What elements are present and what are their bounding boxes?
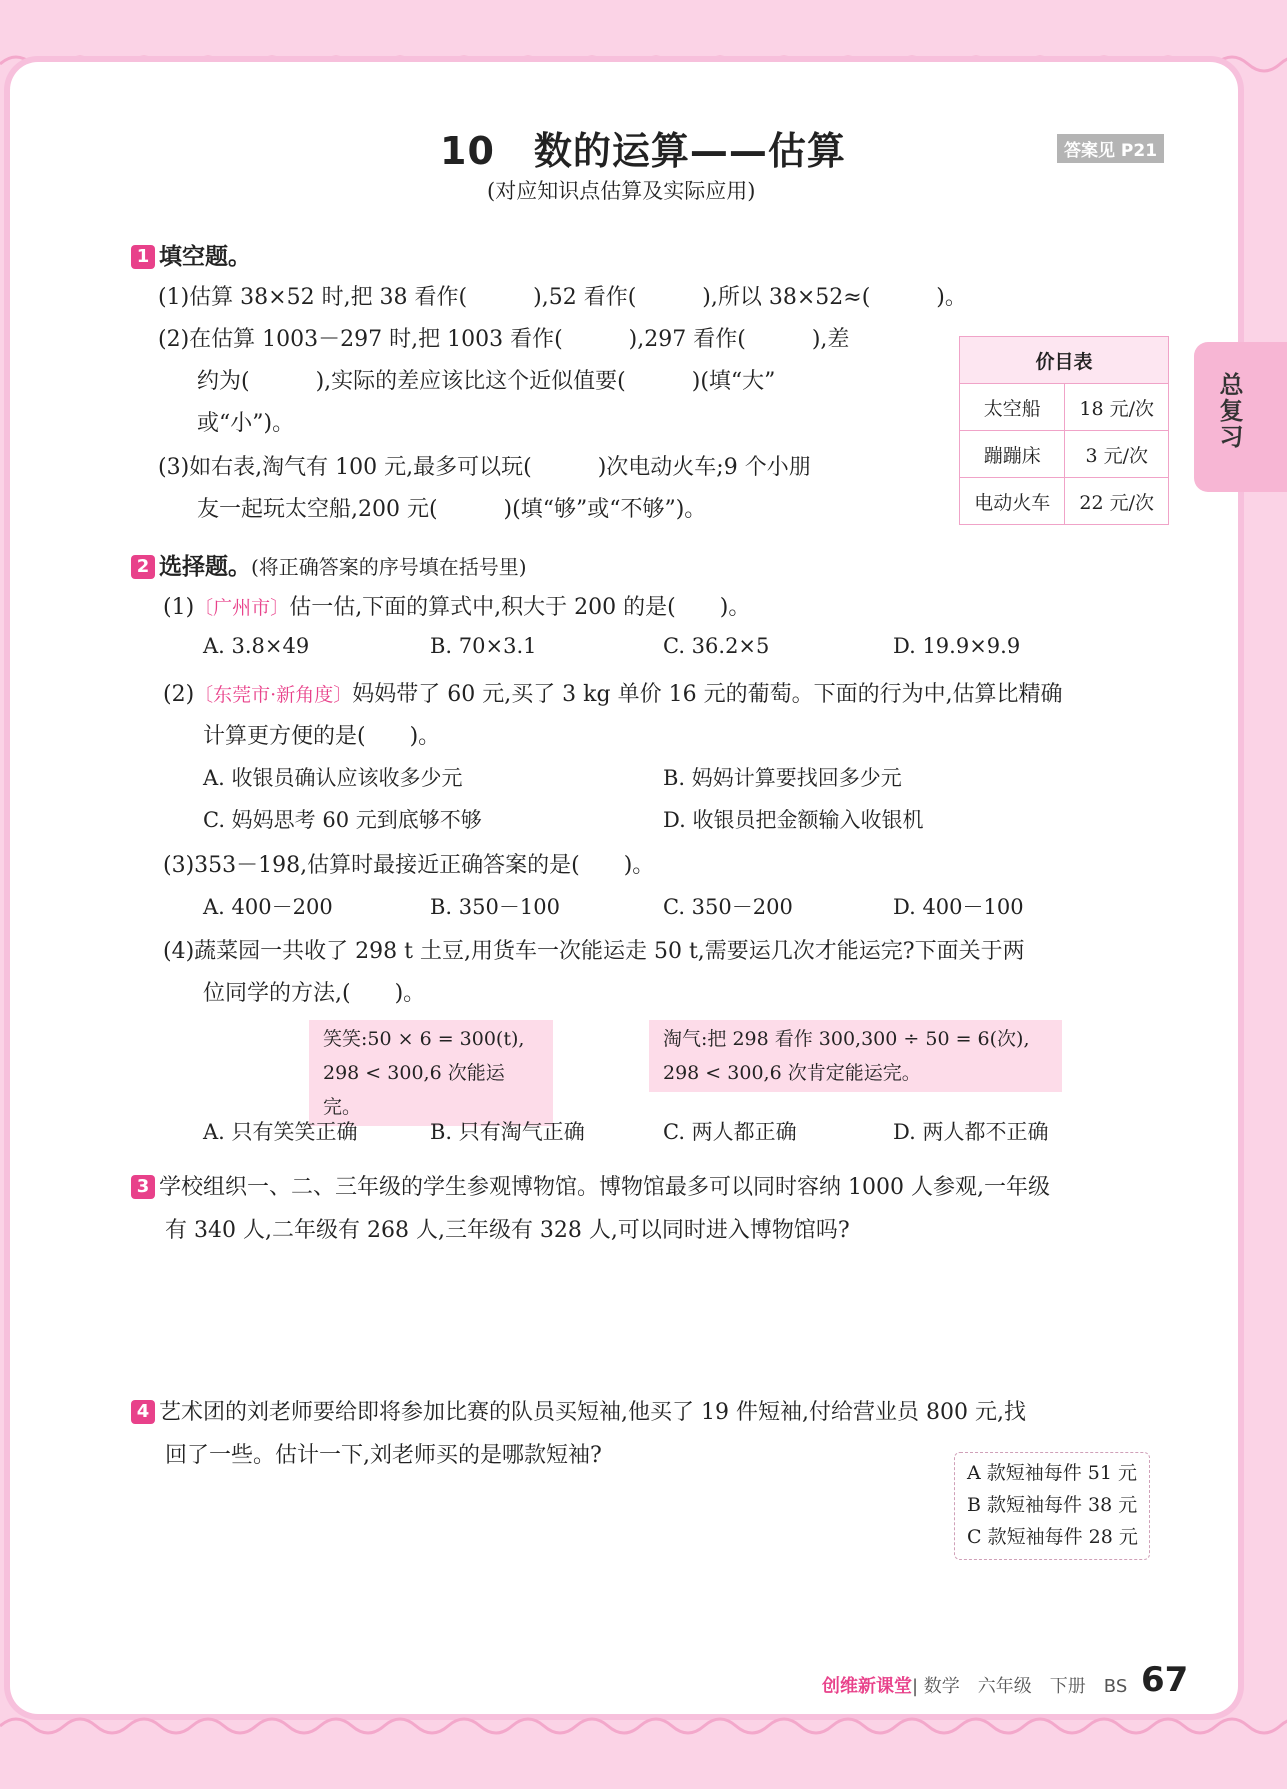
q1-line-4: 或“小”)。 (197, 411, 295, 436)
q2-p4-option-c[interactable]: C. 两人都正确 (663, 1120, 797, 1144)
price-table-title: 价目表 (960, 337, 1169, 384)
q1-line-3: 约为( ),实际的差应该比这个近似值要( )(填“大” (197, 369, 776, 394)
price-value: 3 元/次 (1065, 431, 1169, 478)
q2-p1-option-d[interactable]: D. 19.9×9.9 (893, 634, 1021, 658)
taoqi-line-1: 淘气:把 298 看作 300,300 ÷ 50 = 6(次), (663, 1028, 1030, 1050)
q2-p2-option-b[interactable]: B. 妈妈计算要找回多少元 (663, 766, 902, 790)
q2-number-badge: 2 (131, 555, 155, 579)
price-item: 太空船 (960, 384, 1065, 431)
q4-number-badge: 4 (131, 1400, 155, 1424)
q2-p1-text: 估一估,下面的算式中,积大于 200 的是( )。 (289, 595, 751, 620)
q2-p4-text: (4)蔬菜园一共收了 298 t 土豆,用货车一次能运走 50 t,需要运几次才能运完?下面关于两 (163, 939, 1025, 964)
taoqi-line-2: 298 < 300,6 次肯定能运完。 (663, 1062, 921, 1084)
q2-p4-option-d[interactable]: D. 两人都不正确 (893, 1120, 1049, 1144)
q2-p2-text: 妈妈带了 60 元,买了 3 kg 单价 16 元的葡萄。下面的行为中,估算比精确 (352, 682, 1063, 707)
q2-p2-text-2: 计算更方便的是( )。 (203, 724, 441, 749)
price-value: 18 元/次 (1065, 384, 1169, 431)
shirt-price-box (954, 1452, 1150, 1560)
q2-p1-option-c[interactable]: C. 36.2×5 (663, 634, 770, 658)
price-table (959, 336, 1169, 525)
q2-p3-option-a[interactable]: A. 400－200 (203, 895, 333, 919)
q2-heading-text: 选择题。 (159, 554, 251, 580)
side-tab-label: 总复习 (1215, 372, 1243, 450)
page-subtitle: (对应知识点估算及实际应用) (487, 179, 756, 203)
table-row (960, 478, 1169, 525)
taoqi-method-box (649, 1020, 1062, 1092)
q2-p2-source-tag: 〔东莞市·新角度〕 (194, 684, 353, 706)
q1-line-2: (2)在估算 1003－297 时,把 1003 看作( ),297 看作( ),差 (158, 327, 850, 352)
q2-p2-option-a[interactable]: A. 收银员确认应该收多少元 (203, 766, 463, 790)
price-item: 蹦蹦床 (960, 431, 1065, 478)
q2-p2-number: (2) (163, 682, 195, 707)
q2-p2-option-d[interactable]: D. 收银员把金额输入收银机 (663, 808, 924, 832)
q1-line-5: (3)如右表,淘气有 100 元,最多可以玩( )次电动火车;9 个小朋 (158, 455, 811, 480)
q2-heading-note: (将正确答案的序号填在括号里) (251, 555, 527, 579)
q2-p3-option-b[interactable]: B. 350－100 (430, 895, 560, 919)
q2-p1-number: (1) (163, 595, 195, 620)
q1-number-badge: 1 (131, 245, 155, 269)
q2-p1-source-tag: 〔广州市〕 (194, 597, 290, 619)
table-row (960, 431, 1169, 478)
q2-p4-option-b[interactable]: B. 只有淘气正确 (430, 1120, 585, 1144)
xiaoxiao-line-1: 笑笑:50 × 6 = 300(t), (323, 1028, 525, 1050)
q2-p2 (163, 677, 1063, 708)
q2-p1-option-a[interactable]: A. 3.8×49 (203, 634, 310, 658)
page-title: 10 数的运算——估算 (440, 129, 846, 173)
q3-line-2: 有 340 人,二年级有 268 人,三年级有 328 人,可以同时进入博物馆吗? (165, 1218, 850, 1243)
q3-line-1 (131, 1170, 1050, 1201)
page-number: 67 (1141, 1660, 1189, 1700)
answer-reference-badge: 答案见 P21 (1057, 134, 1164, 163)
footer-brand: 创维新课堂 (822, 1676, 912, 1697)
q2-p4-option-a[interactable]: A. 只有笑笑正确 (203, 1120, 358, 1144)
q1-heading-text: 填空题。 (159, 244, 251, 270)
q4-line-1-text: 艺术团的刘老师要给即将参加比赛的队员买短袖,他买了 19 件短袖,付给营业员 800 元,找 (159, 1400, 1026, 1425)
q1-line-1: (1)估算 38×52 时,把 38 看作( ),52 看作( ),所以 38×52≈( )。 (158, 285, 967, 310)
price-item: 电动火车 (960, 478, 1065, 525)
q2-p3-option-d[interactable]: D. 400－100 (893, 895, 1024, 919)
footer (822, 1672, 1127, 1698)
footer-info: | 数学 六年级 下册 BS (912, 1676, 1128, 1697)
q2-heading (131, 548, 527, 581)
side-tab-review[interactable] (1194, 342, 1287, 492)
q2-p4-text-2: 位同学的方法,( )。 (203, 981, 426, 1006)
price-value: 22 元/次 (1065, 478, 1169, 525)
q4-line-1 (131, 1395, 1026, 1426)
table-row (960, 384, 1169, 431)
q4-line-2: 回了一些。估计一下,刘老师买的是哪款短袖? (165, 1443, 602, 1468)
q3-number-badge: 3 (131, 1175, 155, 1199)
q2-p3-option-c[interactable]: C. 350－200 (663, 895, 793, 919)
q3-line-1-text: 学校组织一、二、三年级的学生参观博物馆。博物馆最多可以同时容纳 1000 人参观,一年级 (159, 1175, 1050, 1200)
q1-line-6: 友一起玩太空船,200 元( )(填“够”或“不够”)。 (197, 497, 707, 522)
q1-heading (131, 238, 251, 271)
xiaoxiao-method-box (309, 1020, 553, 1126)
q2-p3-text: (3)353－198,估算时最接近正确答案的是( )。 (163, 853, 655, 878)
shirt-price-a: A 款短袖每件 51 元 (967, 1462, 1138, 1484)
q2-p1 (163, 590, 750, 621)
bottom-wave-border (0, 1706, 1287, 1746)
q2-p2-option-c[interactable]: C. 妈妈思考 60 元到底够不够 (203, 808, 482, 832)
q2-p1-option-b[interactable]: B. 70×3.1 (430, 634, 537, 658)
shirt-price-c: C 款短袖每件 28 元 (967, 1526, 1138, 1548)
xiaoxiao-line-2: 298 < 300,6 次能运完。 (323, 1062, 505, 1118)
shirt-price-b: B 款短袖每件 38 元 (967, 1494, 1138, 1516)
